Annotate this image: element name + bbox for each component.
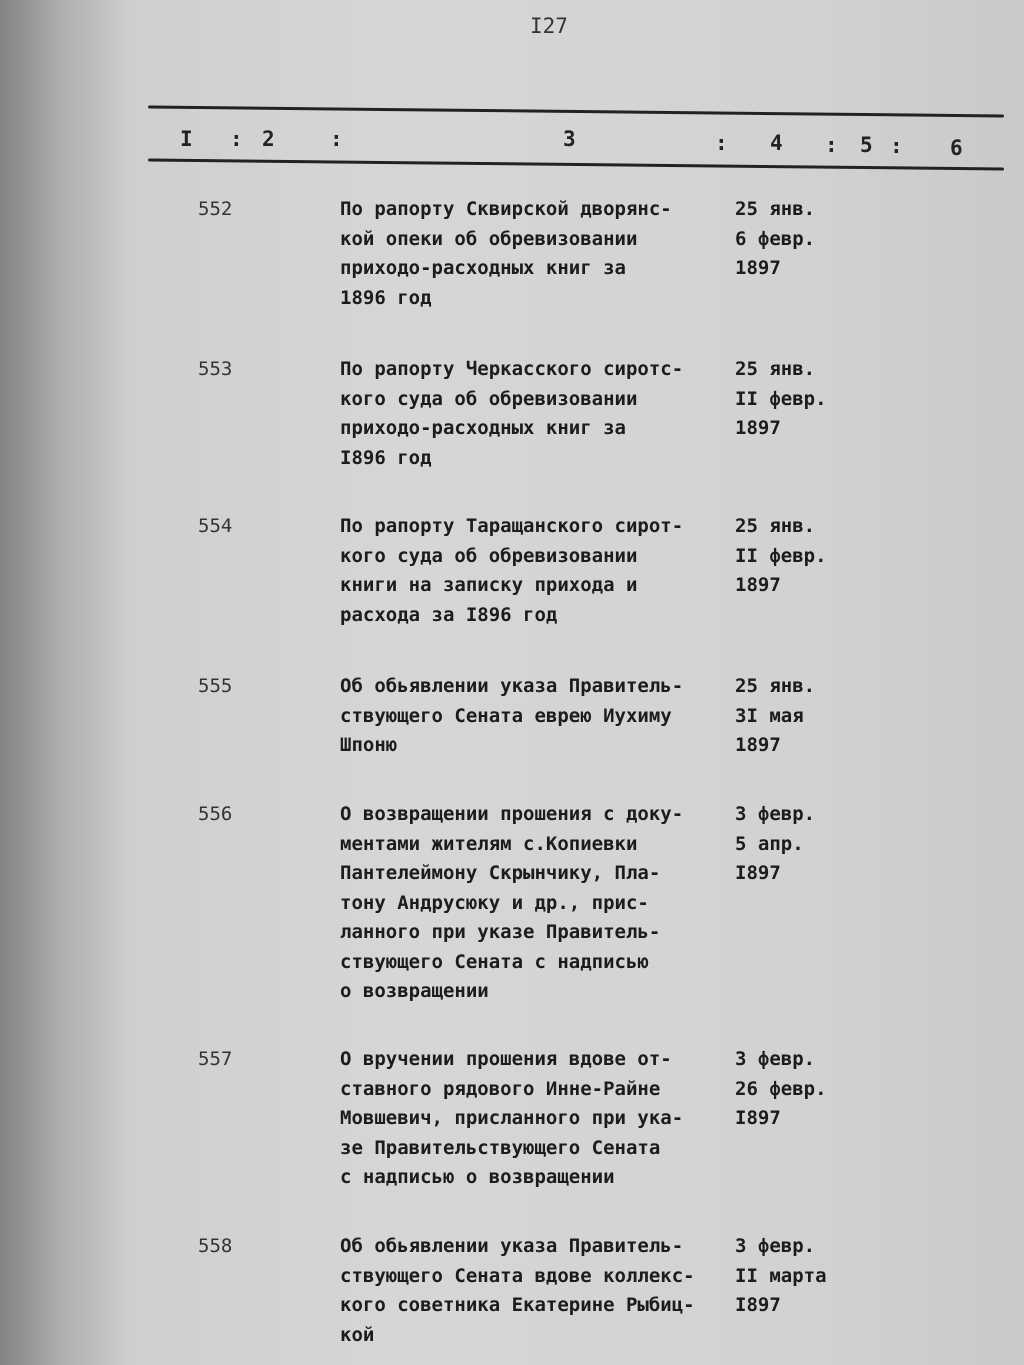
description-line: ланного при указе Правитель- xyxy=(340,921,661,943)
description-line: ствующего Сената с надписью xyxy=(340,950,649,973)
description-line: книги на записку прихода и xyxy=(340,574,638,596)
entry-number: 552 xyxy=(198,198,233,220)
date-line: 3I мая xyxy=(735,704,804,727)
description-line: кого советника Екатерине Рыбиц- xyxy=(340,1294,695,1316)
entry-description xyxy=(340,1232,695,1350)
col-sep: : xyxy=(890,134,903,158)
description-line: тону Андрусюку и др., прис- xyxy=(340,891,649,914)
header-bottom-rule xyxy=(148,159,1004,171)
description-line: кой xyxy=(340,1323,375,1346)
entry-number: 557 xyxy=(198,1048,233,1070)
entry-dates xyxy=(735,1045,827,1134)
date-line: 6 февр. xyxy=(735,227,816,250)
description-line: По рапорту Черкасского сиротс- xyxy=(340,358,684,380)
col-3: 3 xyxy=(563,127,576,151)
col-6: 6 xyxy=(950,136,963,160)
entry-dates xyxy=(735,672,815,761)
date-line: 26 февр. xyxy=(735,1077,827,1100)
entry-description xyxy=(340,195,672,313)
description-line: Пантелеймону Скрынчику, Пла- xyxy=(340,862,661,884)
col-sep: : xyxy=(230,127,243,151)
date-line: I897 xyxy=(735,1107,781,1129)
description-line: ствующего Сената вдове коллекс- xyxy=(340,1264,695,1287)
description-line: I896 год xyxy=(340,446,432,469)
entry-number: 553 xyxy=(198,358,233,380)
description-line: кой опеки об обревизовании xyxy=(340,227,638,250)
entry-number: 554 xyxy=(198,515,233,537)
date-line: 25 янв. xyxy=(735,198,816,220)
page-number: I27 xyxy=(530,14,568,38)
description-line: Об обьявлении указа Правитель- xyxy=(340,1235,684,1257)
date-line: 3 февр. xyxy=(735,1235,816,1257)
description-line: ствующего Сената еврею Иухиму xyxy=(340,704,672,727)
description-line: По рапорту Сквирской дворянс- xyxy=(340,198,672,220)
col-1: I xyxy=(180,127,193,151)
entry-dates xyxy=(735,195,815,284)
entry-dates xyxy=(735,512,827,601)
date-line: 3 февр. xyxy=(735,803,816,825)
entry-number: 558 xyxy=(198,1235,233,1257)
description-line: кого суда об обревизовании xyxy=(340,387,638,410)
description-line: О вручении прошения вдове от- xyxy=(340,1048,672,1070)
description-line: зе Правительствующего Сената xyxy=(340,1136,661,1159)
col-2: 2 xyxy=(262,127,275,151)
entry-dates xyxy=(735,355,827,444)
table-header xyxy=(150,127,1010,160)
description-line: О возвращении прошения с доку- xyxy=(340,803,684,825)
entry-description xyxy=(340,512,683,630)
date-line: 1897 xyxy=(735,734,781,756)
description-line: ставного рядового Инне-Райне xyxy=(340,1077,661,1100)
date-line: 25 янв. xyxy=(735,358,816,380)
col-4: 4 xyxy=(770,131,783,155)
description-line: с надписью о возвращении xyxy=(340,1166,615,1188)
date-line: 25 янв. xyxy=(735,675,816,697)
entry-description xyxy=(340,672,683,761)
col-sep: : xyxy=(825,133,838,157)
date-line: I897 xyxy=(735,1294,781,1316)
entry-description xyxy=(340,1045,683,1193)
date-line: 1897 xyxy=(735,574,781,596)
description-line: 1896 год xyxy=(340,286,432,309)
description-line: кого суда об обревизовании xyxy=(340,544,638,567)
date-line: II марта xyxy=(735,1264,827,1287)
entry-dates xyxy=(735,800,815,889)
header-top-rule xyxy=(148,106,1004,118)
description-line: о возвращении xyxy=(340,980,489,1002)
col-sep: : xyxy=(330,127,343,151)
description-line: приходо-расходных книг за xyxy=(340,417,626,439)
entry-number: 555 xyxy=(198,675,233,697)
description-line: ментами жителям с.Копиевки xyxy=(340,832,638,855)
description-line: расхода за I896 год xyxy=(340,603,558,626)
date-line: 5 апр. xyxy=(735,832,804,855)
date-line: 3 февр. xyxy=(735,1048,816,1070)
date-line: II февр. xyxy=(735,544,827,567)
entry-number: 556 xyxy=(198,803,233,825)
description-line: Шпоню xyxy=(340,734,398,756)
description-line: приходо-расходных книг за xyxy=(340,257,626,279)
col-5: 5 xyxy=(860,133,873,157)
entry-description xyxy=(340,800,683,1007)
description-line: По рапорту Таращанского сирот- xyxy=(340,515,684,537)
description-line: Об обьявлении указа Правитель- xyxy=(340,675,684,697)
date-line: II февр. xyxy=(735,387,827,410)
description-line: Мовшевич, присланного при ука- xyxy=(340,1107,684,1129)
date-line: 1897 xyxy=(735,257,781,279)
entry-dates xyxy=(735,1232,827,1321)
entry-description xyxy=(340,355,683,473)
date-line: I897 xyxy=(735,862,781,884)
page-fold-shadow xyxy=(0,0,130,1365)
date-line: 25 янв. xyxy=(735,515,816,537)
date-line: 1897 xyxy=(735,417,781,439)
col-sep: : xyxy=(715,131,728,155)
